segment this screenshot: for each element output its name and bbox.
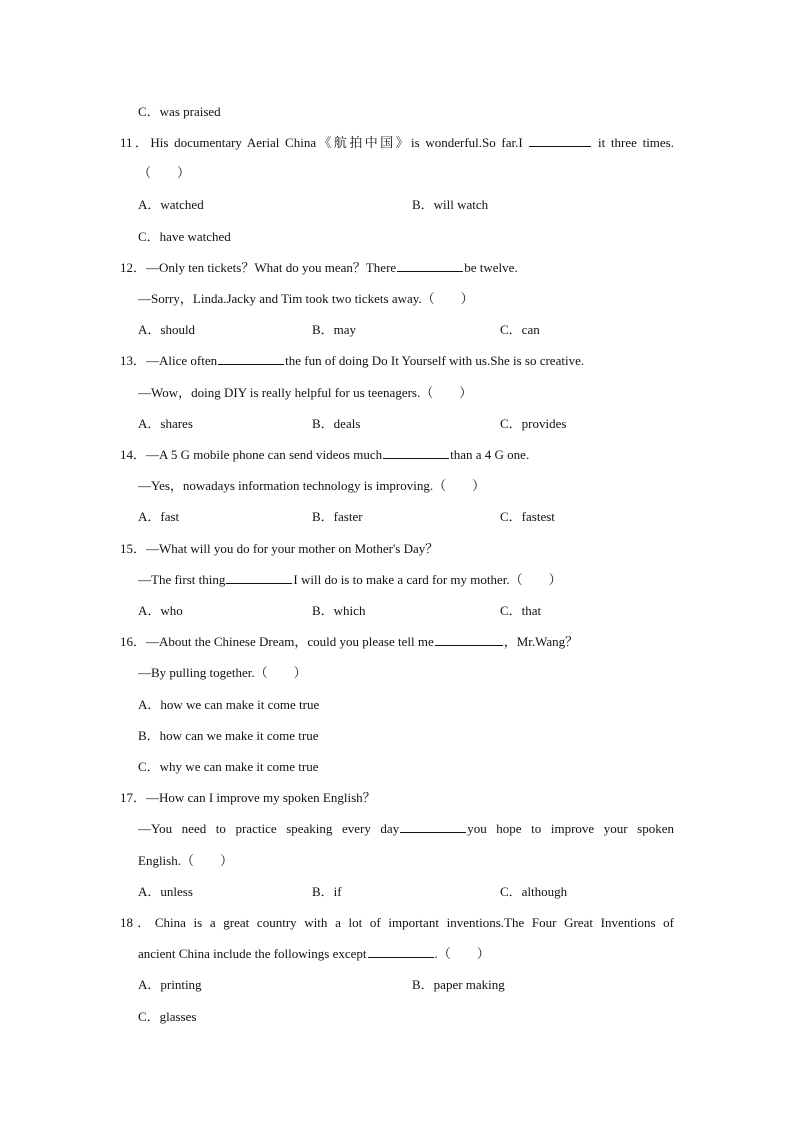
q17-reply-after: you hope to improve your spoken [467,821,674,836]
q12-option-a: A．should [138,322,196,337]
q18-stem-cont-after: .（ ） [434,946,490,961]
q15-reply-before: —The first thing [138,572,226,587]
q15-blank [226,571,292,584]
q10-option-c: C．was praised [138,104,221,119]
q14-stem [120,445,529,465]
q14-option-b: B．faster [312,509,363,524]
q11-blank [529,134,591,147]
q18-option-c: C．glasses [138,1009,197,1024]
q11-stem [120,133,674,153]
q11-option-b: B．will watch [412,197,489,212]
q13-reply: —Wow，doing DIY is really helpful for us teenagers.（ ） [138,385,473,400]
q17-reply [138,819,674,839]
q14-option-a: A．fast [138,509,180,524]
q11-stem-before: 11．His documentary Aerial China《航拍中国》is wonderful.So far.I [120,135,529,150]
q13-stem [120,351,584,371]
q16-option-b: B．how can we make it come true [138,728,319,743]
q16-option-a: A．how we can make it come true [138,697,320,712]
q13-option-c: C．provides [500,416,567,431]
q14-option-c: C．fastest [500,509,555,524]
q13-stem-after: the fun of doing Do It Yourself with us.She is so creative. [285,353,585,368]
q16-stem [120,632,578,652]
q11-paren: （ ） [138,165,191,180]
q12-stem-before: 12．—Only ten tickets？What do you mean？There [120,260,397,275]
q17-option-b: B．if [312,884,342,899]
q11-option-c: C．have watched [138,229,231,244]
q12-stem-after: be twelve. [464,260,518,275]
q15-option-a: A．who [138,603,183,618]
q14-blank [383,446,449,459]
q17-option-c: C．although [500,884,568,899]
q13-blank [218,352,284,365]
q12-reply: —Sorry，Linda.Jacky and Tim took two tickets away.（ ） [138,291,474,306]
q12-stem [120,258,518,278]
q11-stem-after: it three times. [592,135,674,150]
q15-reply [138,570,562,590]
q16-stem-before: 16．—About the Chinese Dream，could you please tell me [120,634,434,649]
q16-blank [435,633,503,646]
q17-reply-before: —You need to practice speaking every day [138,821,400,836]
q15-option-b: B．which [312,603,366,618]
q12-option-c: C．can [500,322,540,337]
q12-option-b: B．may [312,322,357,337]
q14-stem-after: than a 4 G one. [450,447,530,462]
q18-stem: 18．China is a great country with a lot of important inventions.The Four Great Inventions of [120,915,674,930]
q18-stem-cont [138,944,490,964]
q14-stem-before: 14．—A 5 G mobile phone can send videos much [120,447,383,462]
q16-stem-after: ，Mr.Wang？ [503,634,579,649]
q18-stem-cont-before: ancient China include the followings except [138,946,367,961]
q15-stem: 15．—What will you do for your mother on Mother's Day？ [120,541,439,556]
q14-reply: —Yes，nowadays information technology is improving.（ ） [138,478,486,493]
q17-option-a: A．unless [138,884,193,899]
q16-reply: —By pulling together.（ ） [138,665,307,680]
q18-option-a: A．printing [138,977,202,992]
q13-option-a: A．shares [138,416,193,431]
q18-option-b: B．paper making [412,977,505,992]
q11-option-a: A．watched [138,197,204,212]
q15-reply-after: I will do is to make a card for my mother.（ ） [293,572,562,587]
q15-option-c: C．that [500,603,542,618]
q17-blank [400,820,466,833]
q16-option-c: C．why we can make it come true [138,759,319,774]
q17-stem: 17．—How can I improve my spoken English？ [120,790,376,805]
q13-option-b: B．deals [312,416,361,431]
q13-stem-before: 13．—Alice often [120,353,218,368]
q12-blank [397,259,463,272]
q17-reply-cont: English.（ ） [138,853,233,868]
q18-blank [368,945,434,958]
